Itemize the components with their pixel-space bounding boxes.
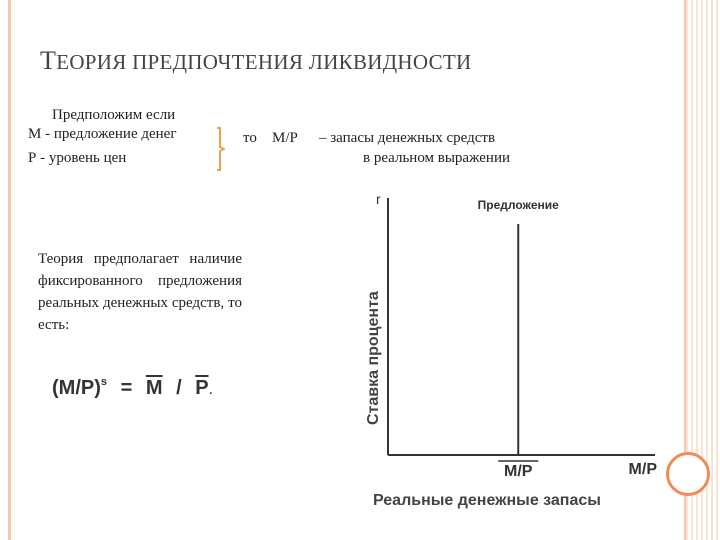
mp-word: М/Р (272, 130, 298, 146)
x-axis-end-label: M/P (628, 461, 657, 478)
y-axis-label: Ставка процента (365, 291, 382, 425)
frame-left-border (8, 0, 11, 540)
formula-p: $\overline{P}$ (195, 377, 209, 399)
formula-m: $\overline{M}$ (145, 377, 163, 399)
money-supply-formula (52, 376, 213, 400)
liquidity-chart (350, 180, 670, 520)
slide-marker-circle (666, 452, 710, 496)
formula-lhs: (M/P) (52, 377, 101, 399)
formula-slash: / (176, 377, 182, 399)
formula-eq: = (120, 377, 133, 399)
mp-definition-line1: – запасы денежных средств (319, 130, 496, 146)
theory-paragraph: Теория предполагает наличие фиксированного предложения реальных денежных средств, то есть: (38, 251, 242, 333)
assume-text: Предположим если (52, 107, 176, 123)
supply-label: Предложение (477, 198, 559, 212)
m-definition: М - предложение денег (28, 126, 177, 142)
y-axis-top-label: r (376, 191, 381, 207)
x-axis-label: Реальные денежные запасы (373, 492, 601, 509)
formula-sup: s (100, 376, 108, 388)
p-definition: Р - уровень цен (28, 150, 127, 166)
mp-definition-line2: в реальном выражении (363, 150, 510, 166)
then-word: то (243, 130, 257, 146)
brace-icon (215, 127, 225, 171)
formula-dot: . (208, 381, 213, 398)
x-tick-label: M/P (504, 463, 533, 480)
slide-title: ТЕОРИЯ ПРЕДПОЧТЕНИЯ ЛИКВИДНОСТИ (40, 46, 472, 75)
